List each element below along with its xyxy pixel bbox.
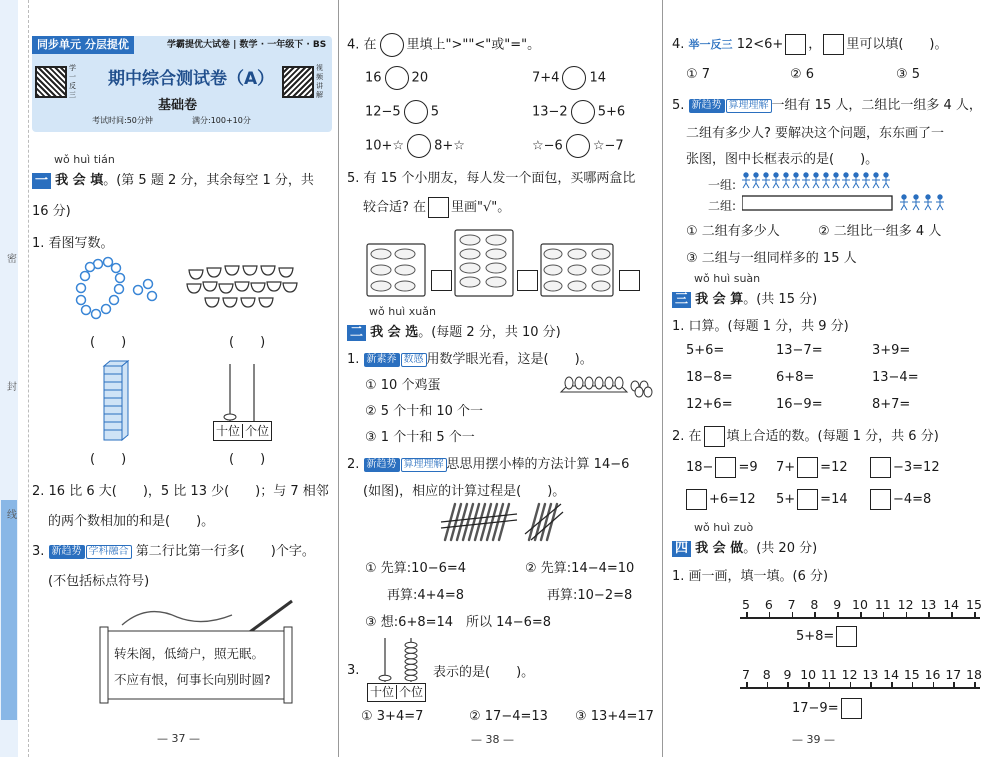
sec3-number: 三 (672, 292, 691, 308)
q4-row-2a (365, 100, 439, 124)
eq1-answer-box[interactable] (836, 626, 857, 647)
eq1-text: 5+8= (796, 629, 835, 644)
c2-answer-box[interactable] (797, 489, 818, 510)
d1-text: 1. 画一画，填一填。(6 分) (672, 569, 829, 584)
c1-item-5: 6+8= (776, 370, 815, 385)
page-number-39: — 39 — (792, 733, 835, 746)
page-number-37: — 37 — (157, 732, 200, 745)
c1-text: 1. 口算。(每题 1 分，共 9 分) (672, 319, 849, 334)
q4-row-3b (532, 134, 624, 158)
number-line-label: 11 (820, 667, 837, 682)
c1-item-8: 16−9= (776, 397, 823, 412)
q4-r2b-left: 13−2 (532, 104, 568, 120)
abacus-figure-2 (371, 634, 431, 684)
group2-label: 二组: (708, 199, 737, 213)
q5-check-box-2[interactable] (517, 270, 538, 291)
q5-text3: 里画"√"。 (451, 200, 511, 215)
s2-tag-trend: 新趋势 (364, 458, 400, 472)
tens-label-2: 十位 (368, 685, 397, 699)
r4-option-2[interactable]: ② 6 (790, 67, 815, 82)
sec2-number: 二 (347, 325, 366, 341)
c2-answer-box[interactable] (870, 489, 891, 510)
c1-item-3: 3+9= (872, 343, 911, 358)
r4-comma: ， (808, 37, 822, 52)
c2-text: 2. 在 (672, 429, 702, 444)
binding-dash (28, 0, 29, 757)
s3-option-2[interactable]: ② 17−4=13 (469, 709, 548, 724)
q1-answer-1[interactable]: ( ) (90, 335, 127, 350)
q4-row-1b (532, 66, 606, 90)
group1-label: 一组: (708, 178, 737, 192)
r5-option-1[interactable]: ① 二组有多少人 (686, 224, 780, 239)
bead-ring-figure (72, 256, 162, 324)
number-line-label: 11 (874, 597, 891, 612)
q5-text2-line (363, 196, 510, 218)
r5-tag-trend: 新趋势 (689, 99, 725, 113)
qr-right-label: 视频讲解 (316, 64, 323, 99)
sec3-note: 。(共 15 分) (743, 292, 818, 307)
number-line-1 (740, 597, 980, 617)
r4-tag: 举一反三 (688, 38, 733, 51)
qr-code-right-icon[interactable] (282, 66, 314, 98)
q4-heading (347, 33, 540, 57)
binding-mi: 密 (7, 254, 17, 265)
q4-r1-right: 20 (411, 70, 429, 86)
c1-item-1: 5+6= (686, 343, 725, 358)
s2-tag-reason: 算理理解 (401, 458, 447, 472)
c2-item-4 (684, 489, 756, 510)
r5-text3: 张图，图中长框表示的是( )。 (686, 152, 879, 167)
sec2-note: 。(每题 2 分，共 10 分) (418, 325, 561, 340)
q4-r2-right: 5 (430, 104, 439, 120)
s1-num: 1. (347, 352, 360, 367)
sec1-pinyin: wǒ huì tián (54, 153, 115, 166)
r4-num: 4. (672, 37, 685, 52)
sec1-heading (32, 169, 314, 189)
exam-time: 考试时间:50分钟 (92, 116, 153, 125)
c2-i5-b: =14 (820, 492, 848, 507)
exam-subtitle: 基础卷 (158, 98, 198, 113)
q4-answer-circle[interactable] (562, 66, 586, 90)
q4-text2: 里填上">""<"或"="。 (406, 37, 541, 53)
cube-stack-figure (100, 360, 130, 442)
s1-tag-literacy: 新素养 (364, 353, 400, 367)
tens-label: 十位 (214, 424, 243, 438)
ones-label-2: 个位 (399, 685, 424, 699)
q1-text: 1. 看图写数。 (32, 236, 114, 251)
c2-answer-box[interactable] (715, 457, 736, 478)
eq2-answer-box[interactable] (841, 698, 862, 719)
number-line-label: 8 (762, 667, 771, 682)
place-value-label-1 (213, 421, 272, 441)
r5-tag-reason: 算理理解 (726, 99, 772, 113)
r5-num: 5. (672, 98, 685, 113)
q4-r3-right: 8+☆ (434, 138, 465, 154)
q3-num: 3. (32, 544, 45, 559)
c2-box-sample (704, 426, 725, 447)
sec3-pinyin: wǒ huì suàn (694, 272, 761, 285)
q2-text: 2. 16 比 6 大( )，5 比 13 少( )；与 7 相邻 (32, 484, 329, 499)
number-line-label: 13 (920, 597, 937, 612)
c1-item-7: 12+6= (686, 397, 733, 412)
number-line-label: 10 (852, 597, 868, 612)
r5-text: 一组有 15 人，二组比一组多 4 人， (771, 98, 982, 113)
r5-heading (672, 94, 982, 113)
bowls-figure (185, 262, 305, 314)
abacus-figure-1 (212, 362, 272, 422)
groups-figure (742, 172, 982, 212)
q3-note: (不包括标点符号) (48, 574, 150, 589)
number-line-1-axis (740, 617, 980, 619)
header-series: 学霸提优大试卷 | 数学 · 一年级下 · BS (167, 40, 327, 50)
c1-item-9: 8+7= (872, 397, 911, 412)
sticks-figure (437, 500, 577, 544)
poem-line-1: 转朱阁，低绮户，照无眠。 (114, 646, 265, 661)
number-line-label: 5 (742, 597, 750, 612)
r4-box-2 (823, 34, 844, 55)
number-line-2 (740, 667, 980, 687)
c2-i2-b: =12 (820, 460, 848, 475)
ones-label: 个位 (245, 424, 270, 438)
sec3-title: 我 会 算 (695, 292, 744, 307)
r4-text: 12<6+ (736, 37, 784, 52)
number-line-label: 13 (862, 667, 879, 682)
c2-i4-b: +6=12 (709, 492, 756, 507)
page-39 (672, 0, 998, 757)
number-line-label: 9 (833, 597, 842, 612)
number-line-label: 10 (800, 667, 817, 682)
sec4-number: 四 (672, 541, 691, 557)
q1-answer-3[interactable]: ( ) (90, 452, 127, 467)
q4-r1b-left: 7+4 (532, 70, 560, 86)
r5-option-3[interactable]: ③ 二组与一组同样多的 15 人 (686, 251, 857, 266)
number-line-label: 9 (783, 667, 792, 682)
number-line-label: 16 (924, 667, 941, 682)
bread-boxes-figure (347, 228, 659, 300)
page-37 (32, 0, 334, 757)
binding-xian: 线 (7, 510, 17, 521)
sec2-pinyin: wǒ huì xuǎn (369, 305, 436, 318)
q4-row-1a (365, 66, 428, 90)
q5-box-sample (428, 197, 449, 218)
number-line-label: 7 (787, 597, 796, 612)
s2-text: 思思用摆小棒的方法计算 14−6 (446, 457, 630, 472)
number-line-label: 7 (742, 667, 750, 682)
eq2-text: 17−9= (792, 701, 839, 716)
c1-item-6: 13−4= (872, 370, 919, 385)
s3-option-3[interactable]: ③ 13+4=17 (575, 709, 654, 724)
c2-answer-box[interactable] (686, 489, 707, 510)
c2-item-2 (776, 457, 848, 478)
c2-heading (672, 425, 939, 447)
q4-answer-circle[interactable] (566, 134, 590, 158)
page-divider-1 (338, 0, 339, 757)
s2-option-3[interactable]: ③ 想:6+8=14 所以 14−6=8 (365, 615, 552, 630)
sec4-pinyin: wǒ huì zuò (694, 521, 754, 534)
c2-i3-b: −3=12 (893, 460, 940, 475)
qr-code-left-icon[interactable] (35, 66, 67, 98)
q4-circle-sample (380, 33, 404, 57)
q1-answer-4[interactable]: ( ) (229, 452, 266, 467)
number-line-label: 12 (841, 667, 858, 682)
q4-r1-left: 16 (365, 70, 382, 86)
c2-i6-b: −4=8 (893, 492, 932, 507)
c2-answer-box[interactable] (870, 457, 891, 478)
q5-check-box-3[interactable] (619, 270, 640, 291)
q4-answer-circle[interactable] (407, 134, 431, 158)
s1-tag-sense: 数感 (401, 353, 427, 367)
number-line-label: 12 (897, 597, 914, 612)
c2-i5-a: 5+ (776, 492, 796, 507)
s2-heading (347, 453, 629, 472)
s1-option-2[interactable]: ② 5 个十和 10 个一 (365, 404, 483, 419)
q5-text2: 较合适? 在 (363, 200, 427, 215)
page-number-38: — 38 — (471, 733, 514, 746)
q4-r1b-right: 14 (589, 70, 606, 86)
number-line-label: 15 (903, 667, 920, 682)
s3-text: 表示的是( )。 (433, 665, 535, 680)
sec4-title: 我 会 做 (695, 541, 744, 556)
s1-option-3[interactable]: ③ 1 个十和 5 个一 (365, 430, 475, 445)
s2-num: 2. (347, 457, 360, 472)
c2-i1-a: 18− (686, 460, 714, 475)
q3-heading (32, 540, 315, 559)
r4-option-1[interactable]: ① 7 (686, 67, 711, 82)
number-line-label: 14 (943, 597, 960, 612)
number-line-label: 15 (966, 597, 982, 612)
qr-left-label: 学一反三 (69, 64, 76, 99)
sec4-heading (672, 537, 817, 557)
number-line-label: 14 (883, 667, 900, 682)
c1-item-2: 13−7= (776, 343, 823, 358)
c2-answer-box[interactable] (797, 457, 818, 478)
s3-num: 3. (347, 663, 360, 678)
c2-item-5 (776, 489, 848, 510)
binding-stripe (1, 500, 17, 720)
r4-option-3[interactable]: ③ 5 (896, 67, 921, 82)
c1-item-4: 18−8= (686, 370, 733, 385)
page-divider-2 (662, 0, 663, 757)
c2-i2-a: 7+ (776, 460, 796, 475)
r5-text2: 二组有多少人? 要解决这个问题，东东画了一 (686, 126, 945, 141)
q4-answer-circle[interactable] (404, 100, 428, 124)
page-38 (347, 0, 659, 757)
r5-option-2[interactable]: ② 二组比一组多 4 人 (818, 224, 942, 239)
q1-answer-2[interactable]: ( ) (229, 335, 266, 350)
sec1-number: 一 (32, 173, 51, 189)
q5-text: 5. 有 15 个小朋友，每人发一个面包，买哪两盒比 (347, 171, 636, 186)
q4-r3b-right: ☆−7 (592, 138, 624, 154)
egg-tray-figure (559, 372, 655, 398)
q5-check-box-1[interactable] (431, 270, 452, 291)
q3-tag-subject: 学科融合 (86, 545, 132, 559)
sec2-title: 我 会 选 (370, 325, 419, 340)
q4-row-2b (532, 100, 625, 124)
number-line-label: 17 (945, 667, 962, 682)
q4-answer-circle[interactable] (571, 100, 595, 124)
q4-text: 4. 在 (347, 37, 377, 53)
sec3-heading (672, 288, 817, 308)
place-value-label-2 (367, 683, 426, 702)
q3-text: 第二行比第一行多( )个字。 (135, 544, 315, 559)
poem-line-2: 不应有恨，何事长向别时圆? (114, 672, 271, 687)
number-line-label: 8 (810, 597, 819, 612)
binding-feng: 封 (7, 382, 17, 393)
q2-text2: 的两个数相加的和是( )。 (48, 514, 215, 529)
c2-item-6 (868, 489, 931, 510)
sec4-note: 。(共 20 分) (743, 541, 818, 556)
q3-tag-trend: 新趋势 (49, 545, 85, 559)
exam-score: 满分:100+10分 (192, 116, 251, 125)
q4-answer-circle[interactable] (385, 66, 409, 90)
q4-r3b-left: ☆−6 (532, 138, 563, 154)
sec1-note2: 16 分) (32, 204, 71, 219)
eq2-line (792, 698, 864, 719)
r4-text3: 里可以填( )。 (846, 37, 948, 52)
s1-option-1[interactable]: ① 10 个鸡蛋 (365, 378, 441, 393)
s2-option-2-step2: 再算:10−2=8 (547, 588, 633, 603)
q4-r2b-right: 5+6 (597, 104, 626, 120)
sec1-note: 。(第 5 题 2 分，其余每空 1 分，共 (103, 173, 314, 188)
s3-option-1[interactable]: ① 3+4=7 (361, 709, 424, 724)
s2-text2: (如图)，相应的计算过程是( )。 (363, 484, 566, 499)
c2-i1-b: =9 (738, 460, 758, 475)
r4-heading (672, 33, 947, 55)
number-line-label: 6 (764, 597, 773, 612)
q4-r2-left: 12−5 (365, 104, 401, 120)
eq1-line (796, 626, 859, 647)
number-line-label: 18 (966, 667, 982, 682)
sec2-heading (347, 321, 561, 341)
exam-header (32, 36, 332, 132)
c2-item-3 (868, 457, 940, 478)
q4-row-3a (365, 134, 465, 158)
s2-option-1[interactable]: ① 先算:10−6=4 (365, 561, 467, 576)
r4-box-1[interactable] (785, 34, 806, 55)
header-badge: 同步单元 分层提优 (32, 36, 134, 54)
s2-option-2[interactable]: ② 先算:14−4=10 (525, 561, 635, 576)
s1-text: 用数学眼光看，这是( )。 (426, 352, 593, 367)
c2-text2: 填上合适的数。(每题 1 分，共 6 分) (726, 429, 939, 444)
s2-option-1-step2: 再算:4+4=8 (387, 588, 464, 603)
number-line-2-axis (740, 687, 980, 689)
s1-heading (347, 348, 593, 367)
c2-item-1 (686, 457, 758, 478)
q4-r3-left: 10+☆ (365, 138, 405, 154)
exam-title: 期中综合测试卷（A） (108, 69, 275, 89)
sec1-title: 我 会 填 (55, 173, 104, 188)
